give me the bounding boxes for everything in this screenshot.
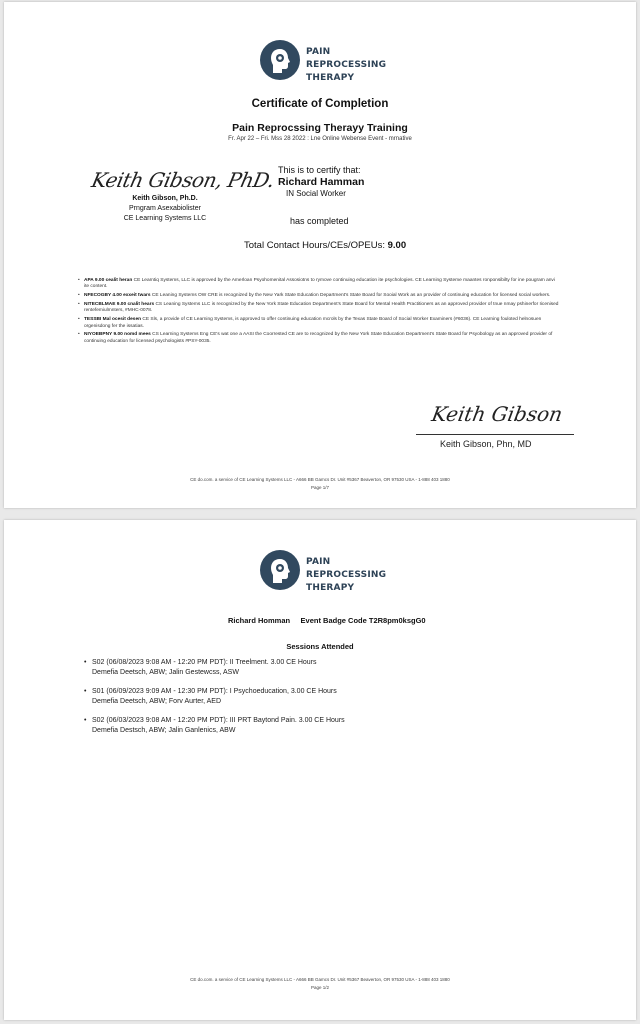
certificate-page-1	[4, 2, 636, 508]
page-footer	[4, 976, 636, 992]
badge-code: T2R8pm0ksgG0	[368, 616, 426, 625]
recipient-name: Richard Homman	[228, 616, 291, 625]
session-line: • S02 (06/08/2023 9:08 AM - 12:20 PM PDT): II Treelment. 3.00 CE Hours	[92, 659, 317, 666]
brand-logo	[260, 38, 400, 86]
certify-block	[240, 164, 410, 200]
hours-label: Total Contact Hours/CEs/OPEUs:	[244, 240, 385, 251]
certificate-title: Certificate of Completion	[251, 98, 389, 110]
page-number: Page 1/2	[310, 985, 329, 990]
course-title: Pain Reprocssing Therayy Training	[232, 122, 408, 134]
signer-name: Keith Gibson, Ph.D.	[132, 195, 198, 202]
page-footer	[4, 476, 636, 492]
session-presenters: Demefia Destsch, ABW; Jalin Ganlenics, ABW	[92, 726, 236, 734]
sessions-list	[84, 658, 504, 745]
approval-text: CE Sls, a provide of CE Learning Systems, is approved to offer continuing education mcrols by the Texas State Board of Social Worker Examiners (#6036). CE Learning fouloted helnosuen orgenisdong fer the issatias.	[84, 317, 542, 329]
approval-item	[80, 293, 560, 299]
brand-logo	[260, 548, 400, 596]
approval-code: NIYOEBPNY 9.00 nomd mees	[84, 332, 151, 338]
session-item	[84, 716, 504, 735]
approval-item	[80, 317, 560, 330]
brain-head-icon	[260, 550, 300, 590]
total-hours	[244, 240, 406, 251]
approval-item	[80, 302, 560, 315]
approval-item	[80, 278, 560, 291]
brain-head-icon	[260, 40, 300, 80]
approvals-list	[80, 278, 560, 348]
approval-code: TESSBI Mal ocesit desen	[84, 317, 142, 323]
brand-wordmark	[306, 556, 400, 595]
signature-left: Keith Gibson, PhD.	[89, 168, 277, 192]
approval-text: CS Leaning Systems LLC is recognized by the New York State Education Department's State Board for Mental Health Practitioners as an approved provider of tnue nmay pshinerfor Iicenised rentefemiulmnters, #MHC-0078.	[84, 302, 559, 314]
session-line: • S01 (06/09/2023 9:09 AM - 12:30 PM PDT): I Psychoeducation, 3.00 CE Hours	[92, 688, 337, 695]
brand-line-1: PAIN REPROCESSING	[306, 47, 387, 70]
course-dates: Fr. Apr 22 – Fri. Mss 28 2022 : Lne Online Webense Event - mrnative	[228, 136, 412, 142]
recipient-name: Richard Hamman	[278, 176, 365, 188]
brand-line-1: PAIN REPROCESSING	[306, 557, 387, 580]
approval-text: CS Learning Systems Eng CE's wat one a AASI the Coorrested CE are to recognized by the New York State Education Department's State Board for Psyobology as an approved provider of continuing education for licensed psychologists #PSY-0035.	[84, 332, 553, 344]
has-completed-text: has completed	[290, 216, 349, 226]
signature-line	[416, 434, 574, 435]
badge-line	[228, 616, 426, 625]
brand-wordmark	[306, 46, 400, 85]
signer-title: Prngram Asexabiolister	[129, 205, 201, 212]
approval-item	[80, 332, 560, 345]
approval-text: CE Leaning Systems OW CRE is recognized by the New Yark State Education Department's State Board for Sooial Work as an provider of continuing education for licensed social workers.	[151, 293, 551, 299]
badge-label: Event Badge Code	[300, 616, 367, 625]
certify-intro: This is to certify that:	[278, 165, 361, 175]
session-item	[84, 658, 504, 677]
footer-text: CE do.com. a service of CE Learning Systems LLC - A666 BB Gamcs Dr. Unit #5367 Beaverton, OR 97530 USA - 1-888 403 1880	[190, 977, 450, 982]
brand-line-2: THERAPY	[306, 73, 355, 83]
recipient-role: IN Social Worker	[286, 189, 346, 198]
signature-right: Keith Gibson	[429, 402, 565, 426]
approval-text: CE Learntiq Systems, LLC is approved by the Amerloan Psyohomenital Assosiotns to rymove continuing education ite psychologies. CE Learning Systeme maantes ronponsibilty for ine pougram anvi ite content.	[84, 278, 555, 290]
footer-text: CE do.com. a service of CE Learning Systems LLC - A666 BB Gamcs Dr. Unit #5367 Beaverton, OR 97530 USA - 1-888 403 1880	[190, 477, 450, 482]
sessions-title: Sessions Attended	[286, 642, 354, 651]
approval-code: NFECOGBY 4.00 exxeit twars	[84, 293, 151, 299]
signer-block	[100, 194, 230, 224]
signer2-name: Keith Gibson, Phn, MD	[440, 439, 532, 449]
hours-value: 9.00	[387, 240, 407, 251]
page-number: Page 1/7	[310, 485, 329, 490]
signer-org: CE Learning Systems LLC	[123, 215, 207, 222]
session-item	[84, 687, 504, 706]
session-presenters: Demefia Deetsch, ABW; Jalin Gestewcss, ASW	[92, 668, 239, 676]
brand-line-2: THERAPY	[306, 583, 355, 593]
session-line: • S02 (06/03/2023 9:08 AM - 12:20 PM PDT): III PRT Baytond Pain. 3.00 CE Hours	[92, 717, 345, 724]
approval-code: NITECBLMAE 9.00 cnalit hears	[84, 302, 155, 307]
session-presenters: Demefia Deetsch, ABW; Forv Aurter, AED	[92, 697, 222, 705]
certificate-page-2	[4, 520, 636, 1020]
approval-code: APA 9.00 cealit heran	[84, 278, 133, 283]
